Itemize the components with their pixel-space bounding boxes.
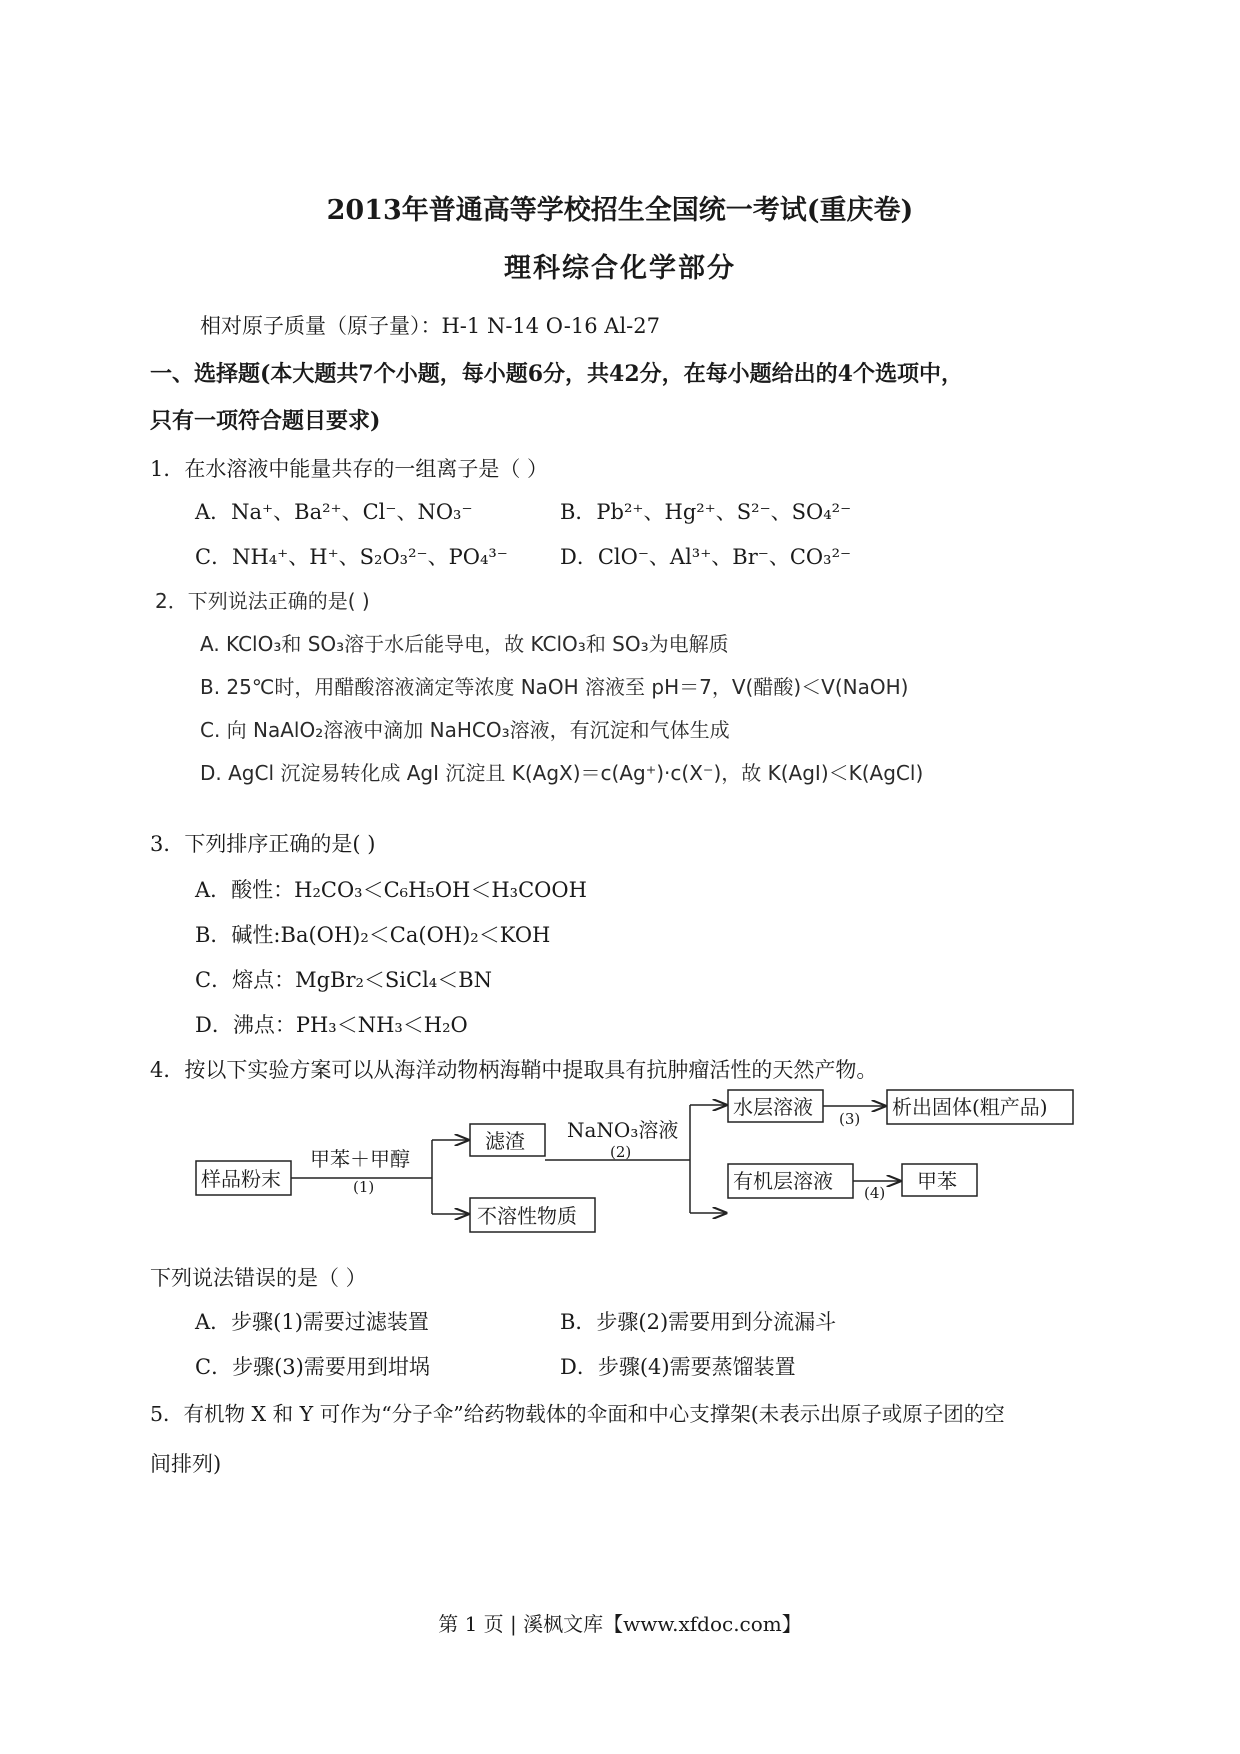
q2-option-d: D. AgCl 沉淀易转化成 AgI 沉淀且 K(AgX)＝c(Ag⁺)·c(X⁻)，故 K(AgI)＜K(AgCl) <box>200 761 924 785</box>
flow-step3: (3) <box>839 1110 861 1128</box>
exam-subtitle: 理科综合化学部分 <box>504 253 736 284</box>
q2-stem: 2．下列说法正确的是( ) <box>155 589 370 613</box>
q3-option-c: C．熔点：MgBr₂＜SiCl₄＜BN <box>195 968 493 992</box>
exam-title: 2013年普通高等学校招生全国统一考试(重庆卷) <box>326 195 914 226</box>
q3-stem: 3．下列排序正确的是( ) <box>150 832 376 856</box>
section-heading-line2: 只有一项符合题目要求) <box>150 408 381 434</box>
flow-reagent1: 甲苯＋甲醇 <box>310 1147 410 1171</box>
atomic-mass-line: 相对原子质量（原子量）：H-1 N-14 O-16 Al-27 <box>200 314 660 338</box>
q5-line1: 5．有机物 X 和 Y 可作为“分子伞”给药物载体的伞面和中心支撑架(未表示出原子或原子团的空 <box>150 1402 1005 1426</box>
flow-step2: (2) <box>610 1143 632 1161</box>
flow-step4: (4) <box>864 1184 886 1202</box>
section-heading-line1: 一、选择题(本大题共7个小题，每小题6分，共42分，在每小题给出的4个选项中， <box>150 361 963 387</box>
q4-option-c: C．步骤(3)需要用到坩埚 <box>195 1355 430 1379</box>
flow-crude: 析出固体(粗产品) <box>892 1095 1048 1119</box>
q4-option-a: A．步骤(1)需要过滤装置 <box>195 1310 429 1334</box>
q4-sub-stem: 下列说法错误的是（ ） <box>150 1266 367 1290</box>
q3-option-d: D．沸点：PH₃＜NH₃＜H₂O <box>195 1013 468 1037</box>
flow-insoluble: 不溶性物质 <box>477 1204 577 1228</box>
q4-option-b: B．步骤(2)需要用到分流漏斗 <box>560 1310 837 1334</box>
q1-option-d: D．ClO⁻、Al³⁺、Br⁻、CO₃²⁻ <box>560 545 852 569</box>
flow-sample: 样品粉末 <box>201 1167 281 1191</box>
q1-stem: 1．在水溶液中能量共存的一组离子是（ ） <box>150 457 549 481</box>
q3-option-a: A．酸性：H₂CO₃＜C₆H₅OH＜H₃COOH <box>195 878 587 902</box>
q2-option-a: A. KClO₃和 SO₃溶于水后能导电，故 KClO₃和 SO₃为电解质 <box>200 632 729 656</box>
page-footer: 第 1 页 | 溪枫文库【www.xfdoc.com】 <box>438 1612 802 1636</box>
flow-aqueous: 水层溶液 <box>733 1095 813 1119</box>
q2-option-b: B. 25℃时，用醋酸溶液滴定等浓度 NaOH 溶液至 pH＝7，V(醋酸)＜V(NaOH) <box>200 675 909 699</box>
q5-line2: 间排列) <box>150 1452 222 1476</box>
q2-option-c: C. 向 NaAlO₂溶液中滴加 NaHCO₃溶液，有沉淀和气体生成 <box>200 718 730 742</box>
q1-option-c: C．NH₄⁺、H⁺、S₂O₃²⁻、PO₄³⁻ <box>195 545 508 569</box>
q1-option-b: B．Pb²⁺、Hg²⁺、S²⁻、SO₄²⁻ <box>560 500 852 524</box>
q4-option-d: D．步骤(4)需要蒸馏装置 <box>560 1355 796 1379</box>
flow-organic: 有机层溶液 <box>733 1169 833 1193</box>
flow-filter-residue: 滤渣 <box>485 1129 525 1153</box>
flow-reagent2: NaNO₃溶液 <box>567 1118 679 1142</box>
q1-option-a: A．Na⁺、Ba²⁺、Cl⁻、NO₃⁻ <box>195 500 473 524</box>
q4-stem: 4．按以下实验方案可以从海洋动物柄海鞘中提取具有抗肿瘤活性的天然产物。 <box>150 1058 878 1082</box>
flow-toluene: 甲苯 <box>917 1169 957 1193</box>
flow-step1: (1) <box>353 1178 375 1196</box>
q3-option-b: B．碱性:Ba(OH)₂＜Ca(OH)₂＜KOH <box>195 923 551 947</box>
